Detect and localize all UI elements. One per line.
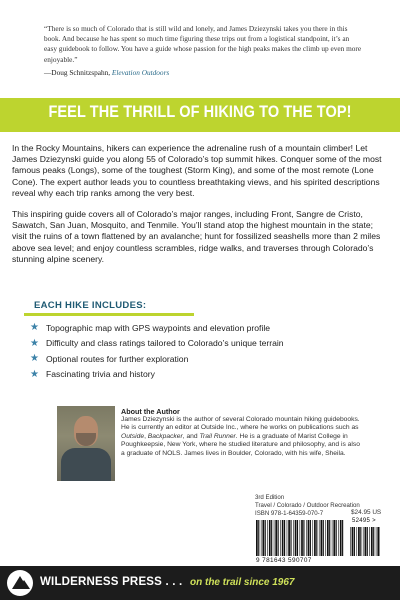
star-icon: ★ <box>30 368 39 380</box>
barcode-bar <box>333 520 335 556</box>
quote-text: “There is so much of Colorado that is still wild and lonely, and James Dziezynski takes you there in this book. And because he has spent so much time figuring these trips out from a logistical standpoint, it’s an easy guidebook to follow. You have a guide whose passion for the high peaks makes the climb up even more enjoyable.” <box>44 24 362 64</box>
publication-name: Outside <box>121 432 145 440</box>
feature-text: Optional routes for further exploration <box>46 353 189 364</box>
barcode-bar <box>332 520 333 556</box>
barcode-bar <box>376 527 377 556</box>
publication-name: Backpacker <box>147 432 183 440</box>
barcode-bar <box>288 520 290 556</box>
features-list <box>30 320 284 382</box>
barcode-bar <box>262 520 264 556</box>
barcode-bar <box>323 520 324 556</box>
barcode-bar <box>312 520 313 556</box>
quote-attribution <box>44 68 362 78</box>
barcode-bar <box>308 520 310 556</box>
headline-banner <box>0 98 400 132</box>
barcode-bar <box>265 520 266 556</box>
author-photo <box>57 406 115 481</box>
publisher-footer <box>0 566 400 600</box>
barcode-bar <box>327 520 329 556</box>
star-icon: ★ <box>30 353 39 365</box>
about-author-title: About the Author <box>121 407 180 416</box>
barcode-bar <box>278 520 279 556</box>
barcode-bar <box>321 520 323 556</box>
barcode-bar <box>267 520 268 556</box>
about-author-text <box>121 416 361 458</box>
quote-author: —Doug Schnitzspahn, <box>44 67 111 77</box>
barcode-bar <box>365 527 367 556</box>
quote-source: Elevation Outdoors <box>111 67 170 77</box>
publisher-tagline: on the trail since 1967 <box>190 577 295 588</box>
barcode-supplement-code: 52495 > <box>352 518 376 524</box>
barcode-bar <box>356 527 357 556</box>
publisher-name: WILDERNESS PRESS . . . <box>40 576 183 588</box>
includes-underline <box>24 313 194 316</box>
feature-item <box>30 351 284 367</box>
barcode-bar <box>360 527 361 556</box>
barcode-bar <box>352 527 354 556</box>
barcode-bar <box>301 520 303 556</box>
barcode-bar <box>280 520 281 556</box>
barcode-bar <box>342 520 343 556</box>
barcode-bar <box>282 520 284 556</box>
barcode-bar <box>293 520 294 556</box>
barcode-bar <box>295 520 297 556</box>
barcode-bar <box>373 527 374 556</box>
barcode-bar <box>316 520 317 556</box>
barcode-bar <box>275 520 277 556</box>
barcode-bar <box>377 527 379 556</box>
barcode-bar <box>306 520 307 556</box>
description-paragraph-2: This inspiring guide covers all of Colorado’s major ranges, including Front, Sangre de Cristo, Sawatch, San Juan, Mosquito, and Tenmile. You’ll stand atop the highest mountain in the state; visit the ruins of a town flattened by an avalanche; hunt for fossilized seashells more than 2 miles above sea level; and enjoy countless scrambles, ridge walks, and traverses through Colorado’s stunning alpine scenery. <box>12 209 381 264</box>
price-label: $24.95 US <box>351 509 382 516</box>
isbn-label: ISBN 978-1-64359-070-7 <box>255 510 324 518</box>
mountain-logo-icon <box>7 570 33 596</box>
endorsement-quote <box>44 24 362 78</box>
publication-name: Trail Runner <box>199 432 236 440</box>
barcode-main-bars <box>256 520 344 556</box>
barcode-bar <box>329 520 330 556</box>
barcode-bar <box>336 520 337 556</box>
barcode-bar <box>290 520 291 556</box>
feature-text: Topographic map with GPS waypoints and elevation profile <box>46 322 271 333</box>
author-bio-part: . He is a graduate of Marist College in Poughkeepsie, New York, where he studied literature and philosophy, and is also a graduate of NOLS. James lives in Boulder, Colorado, with his wife, Sheila. <box>121 432 360 457</box>
barcode-bar <box>284 520 285 556</box>
barcode-bar <box>269 520 271 556</box>
barcode-bar <box>261 520 262 556</box>
barcode-bar <box>300 520 301 556</box>
barcode-bar <box>274 520 275 556</box>
feature-text: Difficulty and class ratings tailored to Colorado’s unique terrain <box>46 338 284 349</box>
barcode-bar <box>303 520 304 556</box>
star-icon: ★ <box>30 322 39 334</box>
author-bio-part: , <box>144 432 148 440</box>
barcode <box>256 520 380 563</box>
description-paragraph-1: In the Rocky Mountains, hikers can experience the adrenaline rush of a mountain climber! Let James Dziezynski guide you along 55 of Colorado’s top summit hikes. Conquer some of the most famous peaks (Longs), some of the toughest (Storm King), and some of the most remote (Lone Cone). The expert author leads you to countless breathtaking views, and his spirited descriptions reveal why each trip ranks among the very best. <box>12 143 382 198</box>
barcode-bar <box>354 527 355 556</box>
barcode-supplement-bars <box>350 527 380 556</box>
barcode-bar <box>297 520 298 556</box>
feature-item <box>30 367 284 383</box>
edition-label: 3rd Edition <box>255 494 285 501</box>
barcode-number: 9 781643 590707 <box>256 557 312 564</box>
feature-item <box>30 320 284 336</box>
barcode-bar <box>319 520 320 556</box>
barcode-bar <box>256 520 258 556</box>
barcode-bar <box>271 520 272 556</box>
barcode-bar <box>310 520 311 556</box>
author-bio-part: James Dziezynski is the author of several Colorado mountain hiking guidebooks. He is currently an editor at Outside Inc., where he works on publications such as <box>121 416 360 432</box>
barcode-bar <box>287 520 288 556</box>
barcode-bar <box>369 527 370 556</box>
star-icon: ★ <box>30 337 39 349</box>
barcode-bar <box>340 520 342 556</box>
barcode-bar <box>338 520 339 556</box>
barcode-bar <box>371 527 373 556</box>
feature-item <box>30 336 284 352</box>
barcode-bar <box>367 527 368 556</box>
barcode-bar <box>358 527 360 556</box>
barcode-bar <box>258 520 259 556</box>
barcode-bar <box>314 520 316 556</box>
barcode-bar <box>325 520 326 556</box>
feature-text: Fascinating trivia and history <box>46 369 155 380</box>
publication-info <box>255 494 360 518</box>
headline-title: FEEL THE THRILL OF HIKING TO THE TOP! <box>48 103 352 121</box>
author-bio-part: , and <box>182 432 200 440</box>
barcode-bar <box>350 527 351 556</box>
category-label: Travel / Colorado / Outdoor Recreation <box>255 502 360 510</box>
barcode-bar <box>363 527 364 556</box>
includes-heading: EACH HIKE INCLUDES: <box>34 300 147 311</box>
